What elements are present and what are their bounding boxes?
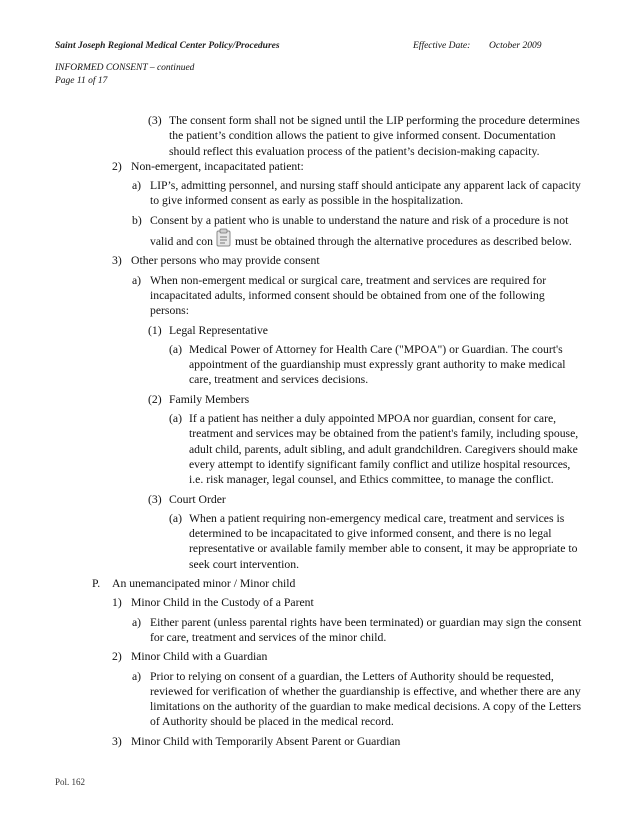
item-text-part-1: Consent by a patient who is unable to understand the nature and risk of a procedure is not valid and con bbox=[150, 213, 569, 249]
item-label: a) bbox=[132, 179, 142, 193]
item-label: P. bbox=[92, 577, 101, 591]
item-text: When non-emergent medical or surgical care, treatment and services are required for incapacitated adults, informed consent should be obtained from one of the following persons: bbox=[150, 273, 547, 318]
item-text bbox=[150, 213, 582, 250]
item-text-part-2: must be obtained through the alternative procedures as described below. bbox=[234, 235, 572, 249]
list-item-3a bbox=[0, 273, 582, 319]
item-text: The consent form shall not be signed until the LIP performing the procedure determines the patient’s condition allows the patient to give informed consent. Documentation should reflect this evaluation process of the patient’s decision-making capacity. bbox=[169, 114, 580, 158]
list-item-m2 bbox=[0, 649, 581, 664]
item-text: Court Order bbox=[169, 492, 226, 506]
item-label: (1) bbox=[148, 323, 162, 337]
item-text: Non-emergent, incapacitated patient: bbox=[131, 159, 304, 173]
item-text: Minor Child with a Guardian bbox=[131, 650, 268, 664]
list-item-m1 bbox=[0, 595, 581, 610]
header-org bbox=[55, 40, 280, 53]
item-label: 3) bbox=[112, 254, 122, 268]
item-text: Family Members bbox=[169, 392, 250, 406]
item-label: (a) bbox=[169, 342, 182, 356]
item-label: a) bbox=[132, 669, 142, 683]
item-label: 2) bbox=[112, 650, 122, 664]
item-text: Either parent (unless parental rights have been terminated) or guardian may sign the consent for care, treatment and services of the minor child. bbox=[150, 615, 582, 644]
item-text: When a patient requiring non-emergency medical care, treatment and services is determined to be incapacitated to give informed consent, and there is no legal representative or available family member able to consent, it may be appropriate to seek court intervention. bbox=[189, 511, 578, 571]
header-org-title: Saint Joseph Regional Medical Center Policy/Procedures bbox=[55, 41, 280, 51]
list-item-3 bbox=[0, 253, 581, 268]
list-item-r1a bbox=[0, 342, 584, 388]
list-item-r3 bbox=[0, 492, 582, 507]
list-item-2b bbox=[0, 213, 582, 250]
item-label: 2) bbox=[112, 159, 122, 173]
item-label: (a) bbox=[169, 511, 182, 525]
header-effective-date: October 2009 bbox=[489, 41, 542, 51]
item-text: An unemancipated minor / Minor child bbox=[112, 577, 296, 591]
item-label: a) bbox=[132, 273, 142, 287]
list-item-r3a bbox=[0, 511, 584, 572]
item-text: If a patient has neither a duly appointed MPOA nor guardian, consent for care, treatment and services may be obtained from the patient's family, including spouse, adult child, parents, adult sibling, and adult grandchildren. Caregivers should make every attempt to identify significant family conflict and utilize hospital resources, i.e. risk manager, legal counsel, and Ethics committee, to manage the conflict. bbox=[189, 412, 579, 487]
list-item-m1a bbox=[0, 615, 582, 646]
item-text: Prior to relying on consent of a guardian, the Letters of Authority should be requested, reviewed for verification of whether the guardianship is effective, and whether there are any limitations on the authority of the guardian to make medical decisions. A copy of the Letters of Authority should be placed in the medical record. bbox=[150, 669, 582, 729]
list-item-2 bbox=[0, 159, 581, 174]
list-item-m2a bbox=[0, 669, 582, 730]
item-text: Minor Child with Temporarily Absent Parent or Guardian bbox=[131, 734, 401, 748]
item-label: (3) bbox=[148, 492, 162, 506]
list-item-m3 bbox=[0, 734, 581, 749]
item-label: 3) bbox=[112, 734, 122, 748]
list-item-r1 bbox=[0, 323, 582, 338]
header-page-number: Page 11 of 17 bbox=[55, 76, 108, 86]
header-effective-label: Effective Date: bbox=[413, 41, 471, 51]
item-text: Minor Child in the Custody of a Parent bbox=[131, 596, 314, 610]
item-text: Medical Power of Attorney for Health Care ("MPOA") or Guardian. The court's appointment of the guardianship must expressly grant authority to make medical care, treatment and services decisions. bbox=[189, 342, 566, 387]
item-label: b) bbox=[132, 213, 142, 227]
list-item-p3 bbox=[0, 113, 584, 159]
footer-policy-number: Pol. 162 bbox=[55, 777, 86, 787]
header-section bbox=[55, 62, 194, 88]
clipboard-note-icon[interactable] bbox=[215, 228, 233, 248]
item-label: a) bbox=[132, 615, 142, 629]
item-label: 1) bbox=[112, 596, 122, 610]
header-section-title: INFORMED CONSENT – continued bbox=[55, 63, 195, 73]
item-text: Other persons who may provide consent bbox=[131, 254, 320, 268]
list-item-r2 bbox=[0, 392, 582, 407]
item-text: LIP’s, admitting personnel, and nursing staff should anticipate any apparent lack of capacity to give informed consent as early as possible in the hospitalization. bbox=[150, 179, 581, 208]
document-body bbox=[0, 113, 638, 749]
item-label: (a) bbox=[169, 412, 182, 426]
item-text: Legal Representative bbox=[169, 323, 268, 337]
list-item-P bbox=[0, 576, 582, 591]
item-label: (3) bbox=[148, 114, 162, 127]
list-item-2a bbox=[0, 178, 582, 209]
list-item-r2a bbox=[0, 411, 584, 487]
item-label: (2) bbox=[148, 392, 162, 406]
